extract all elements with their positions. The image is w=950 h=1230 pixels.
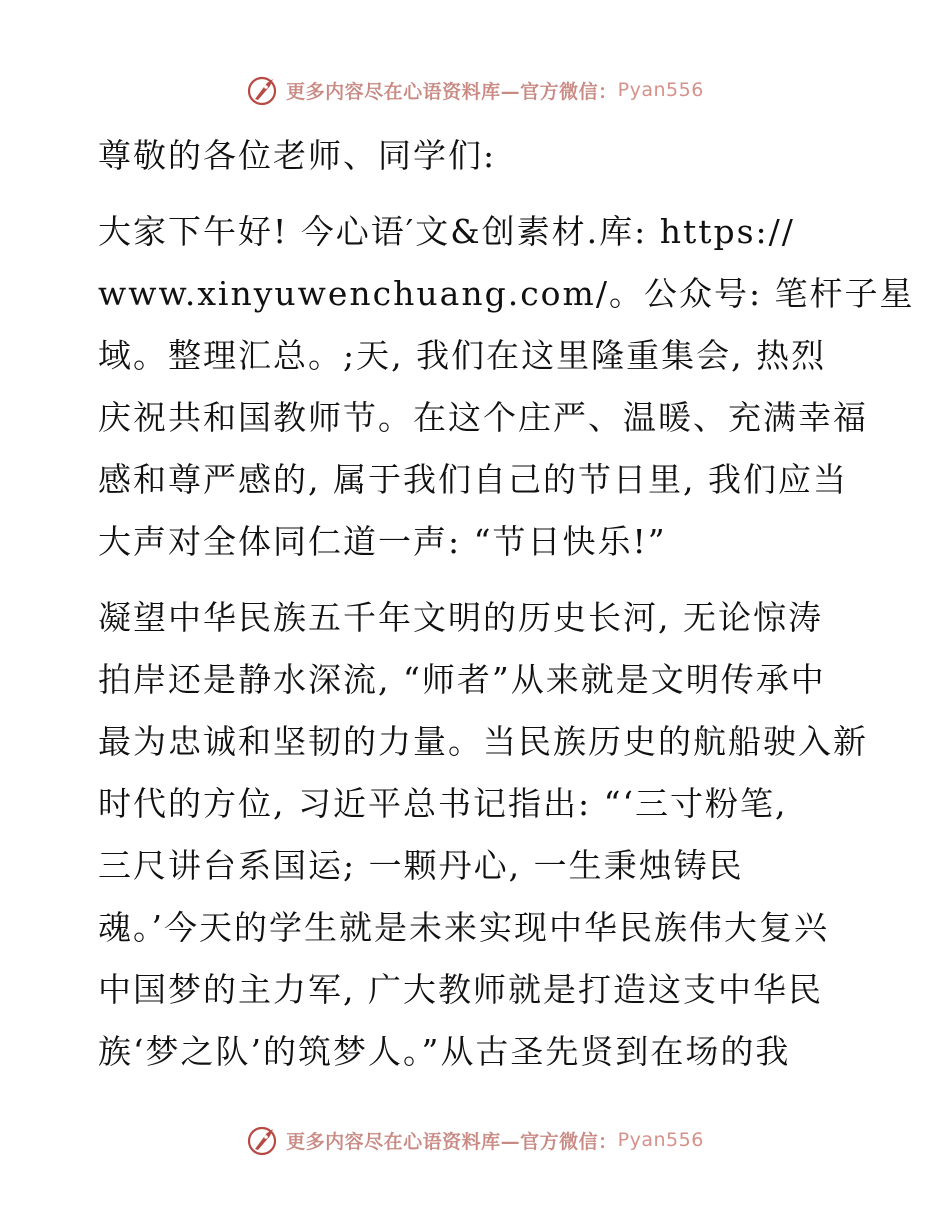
text-line: 拍岸还是静水深流, “师者”从来就是文明传承中 xyxy=(98,660,826,699)
watermark-wechat-id: Pyan556 xyxy=(617,1129,704,1151)
text-line: 域。整理汇总。;天, 我们在这里隆重集会, 热烈 xyxy=(98,336,827,375)
text-line: 最为忠诚和坚韧的力量。当民族历史的航船驶入新 xyxy=(98,722,868,761)
watermark-text: 更多内容尽在心语资料库—官方微信： xyxy=(286,1130,618,1153)
text-line: 大声对全体同仁道一声: “节日快乐!” xyxy=(98,522,667,561)
watermark-wechat-id: Pyan556 xyxy=(617,79,704,101)
paragraph-2 xyxy=(98,587,868,1083)
greeting-line xyxy=(98,125,850,187)
text-line: www.xinyuwenchuang.com/。公众号: 笔杆子星 xyxy=(98,274,915,313)
watermark-text: 更多内容尽在心语资料库—官方微信： xyxy=(286,80,618,103)
watermark-footer xyxy=(0,1120,950,1160)
greeting-text: 尊敬的各位老师、同学们: xyxy=(98,136,497,175)
text-line: 大家下午好! 今心语′文&创素材.库: https:// xyxy=(98,212,795,251)
text-line: 庆祝共和国教师节。在这个庄严、温暖、充满幸福 xyxy=(98,398,868,437)
text-line: 感和尊严感的, 属于我们自己的节日里, 我们应当 xyxy=(98,460,848,499)
text-line: 族‘梦之队’的筑梦人。”从古圣先贤到在场的我 xyxy=(98,1032,791,1071)
pen-nib-logo-icon xyxy=(246,1123,280,1157)
document-body xyxy=(98,125,915,1097)
pen-nib-logo-icon xyxy=(246,73,280,107)
paragraph-1 xyxy=(98,201,915,573)
text-line: 时代的方位, 习近平总书记指出: “‘三寸粉笔, xyxy=(98,784,788,823)
text-line: 魂。’今天的学生就是未来实现中华民族伟大复兴 xyxy=(98,908,829,947)
watermark-header xyxy=(0,70,950,110)
text-line: 三尺讲台系国运; 一颗丹心, 一生秉烛铸民 xyxy=(98,846,744,885)
text-line: 凝望中华民族五千年文明的历史长河, 无论惊涛 xyxy=(98,598,823,637)
text-line: 中国梦的主力军, 广大教师就是打造这支中华民 xyxy=(98,970,823,1009)
